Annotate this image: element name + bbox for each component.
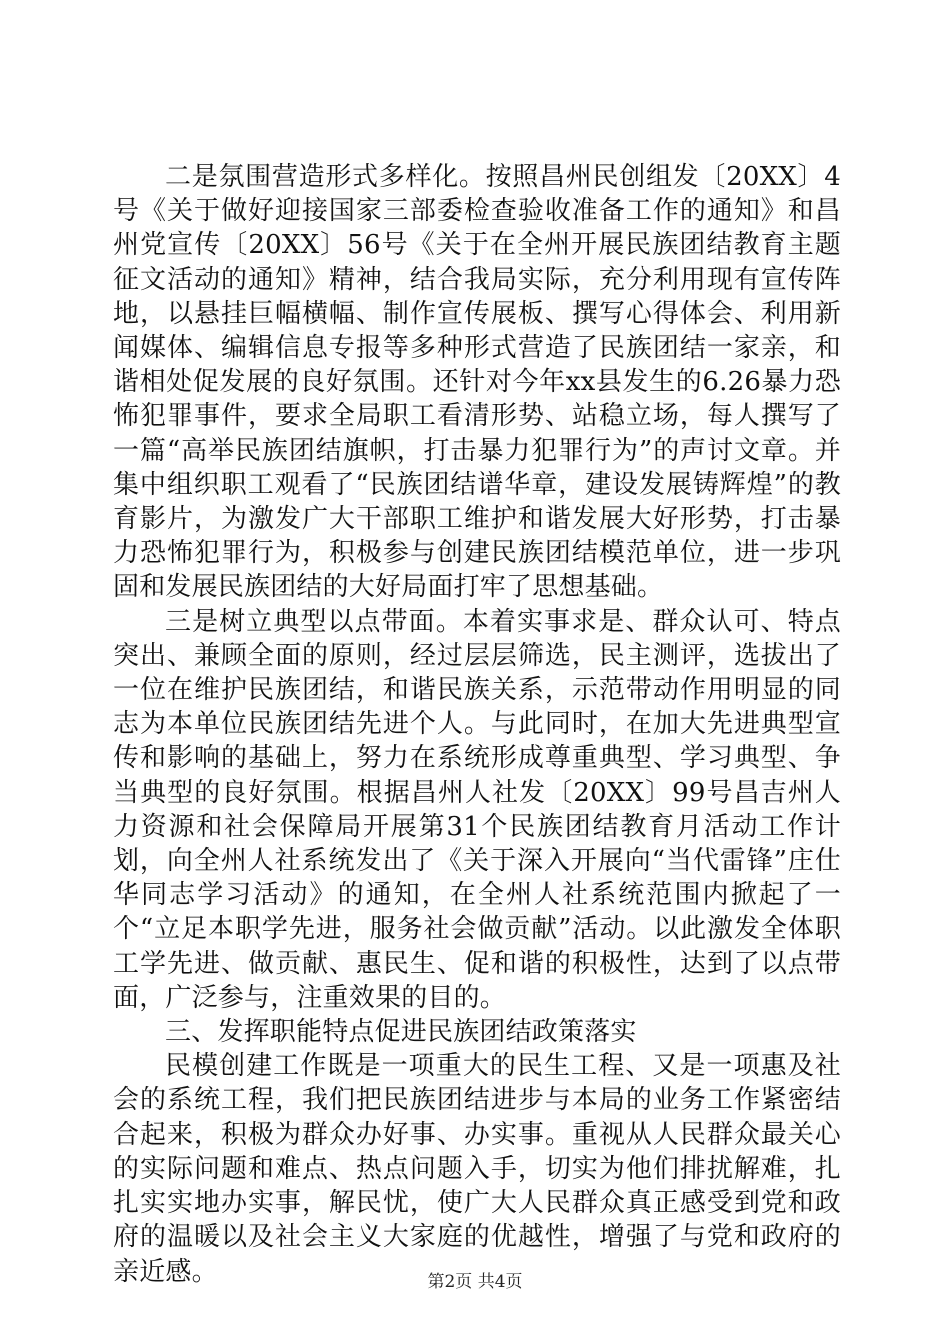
section-heading: 三、发挥职能特点促进民族团结政策落实 <box>165 1017 637 1048</box>
document-body <box>113 160 841 1289</box>
paragraph-atmosphere: 二是氛围营造形式多样化。按照昌州民创组发〔20XX〕4号《关于做好迎接国家三部委检查验收准备工作的通知》和昌州党宣传〔20XX〕56号《关于在全州开展民族团结教育主题征文活动的通知》精神，结合我局实际，充分利用现有宣传阵地，以悬挂巨幅横幅、制作宣传展板、撰写心得体会、利用新闻媒体、编辑信息专报等多种形式营造了民族团结一家亲，和谐相处促发展的良好氛围。还针对今年xx县发生的6.26暴力恐怖犯罪事件，要求全局职工看清形势、站稳立场，每人撰写了一篇“高举民族团结旗帜，打击暴力犯罪行为”的声讨文章。并集中组织职工观看了“民族团结谱华章，建设发展铸辉煌”的教育影片，为激发广大干部职工维护和谐发展大好形势，打击暴力恐怖犯罪行为，积极参与创建民族团结模范单位，进一步巩固和发展民族团结的大好局面打牢了思想基础。 <box>113 162 841 603</box>
page-footer: 第2页 共4页 <box>427 1272 523 1292</box>
paragraph-livelihood: 民模创建工作既是一项重大的民生工程、又是一项惠及社会的系统工程，我们把民族团结进步与本局的业务工作紧密结合起来，积极为群众办好事、办实事。重视从人民群众最关心的实际问题和难点、热点问题入手，切实为他们排扰解难，扎扎实实地办实事，解民忧，使广大人民群众真正感受到党和政府的温暖以及社会主义大家庭的优越性，增强了与党和政府的亲近感。 <box>113 1051 841 1287</box>
paragraph-role-model: 三是树立典型以点带面。本着实事求是、群众认可、特点突出、兼顾全面的原则，经过层层筛选，民主测评，选拔出了一位在维护民族团结，和谐民族关系，示范带动作用明显的同志为本单位民族团结先进个人。与此同时，在加大先进典型宣传和影响的基础上，努力在系统形成尊重典型、学习典型、争当典型的良好氛围。根据昌州人社发〔20XX〕99号昌吉州人力资源和社会保障局开展第31个民族团结教育月活动工作计划，向全州人社系统发出了《关于深入开展向“当代雷锋”庄仕华同志学习活动》的通知，在全州人社系统范围内掀起了一个“立足本职学先进，服务社会做贡献”活动。以此激发全体职工学先进、做贡献、惠民生、促和谐的积极性，达到了以点带面，广泛参与，注重效果的目的。 <box>113 606 841 1013</box>
